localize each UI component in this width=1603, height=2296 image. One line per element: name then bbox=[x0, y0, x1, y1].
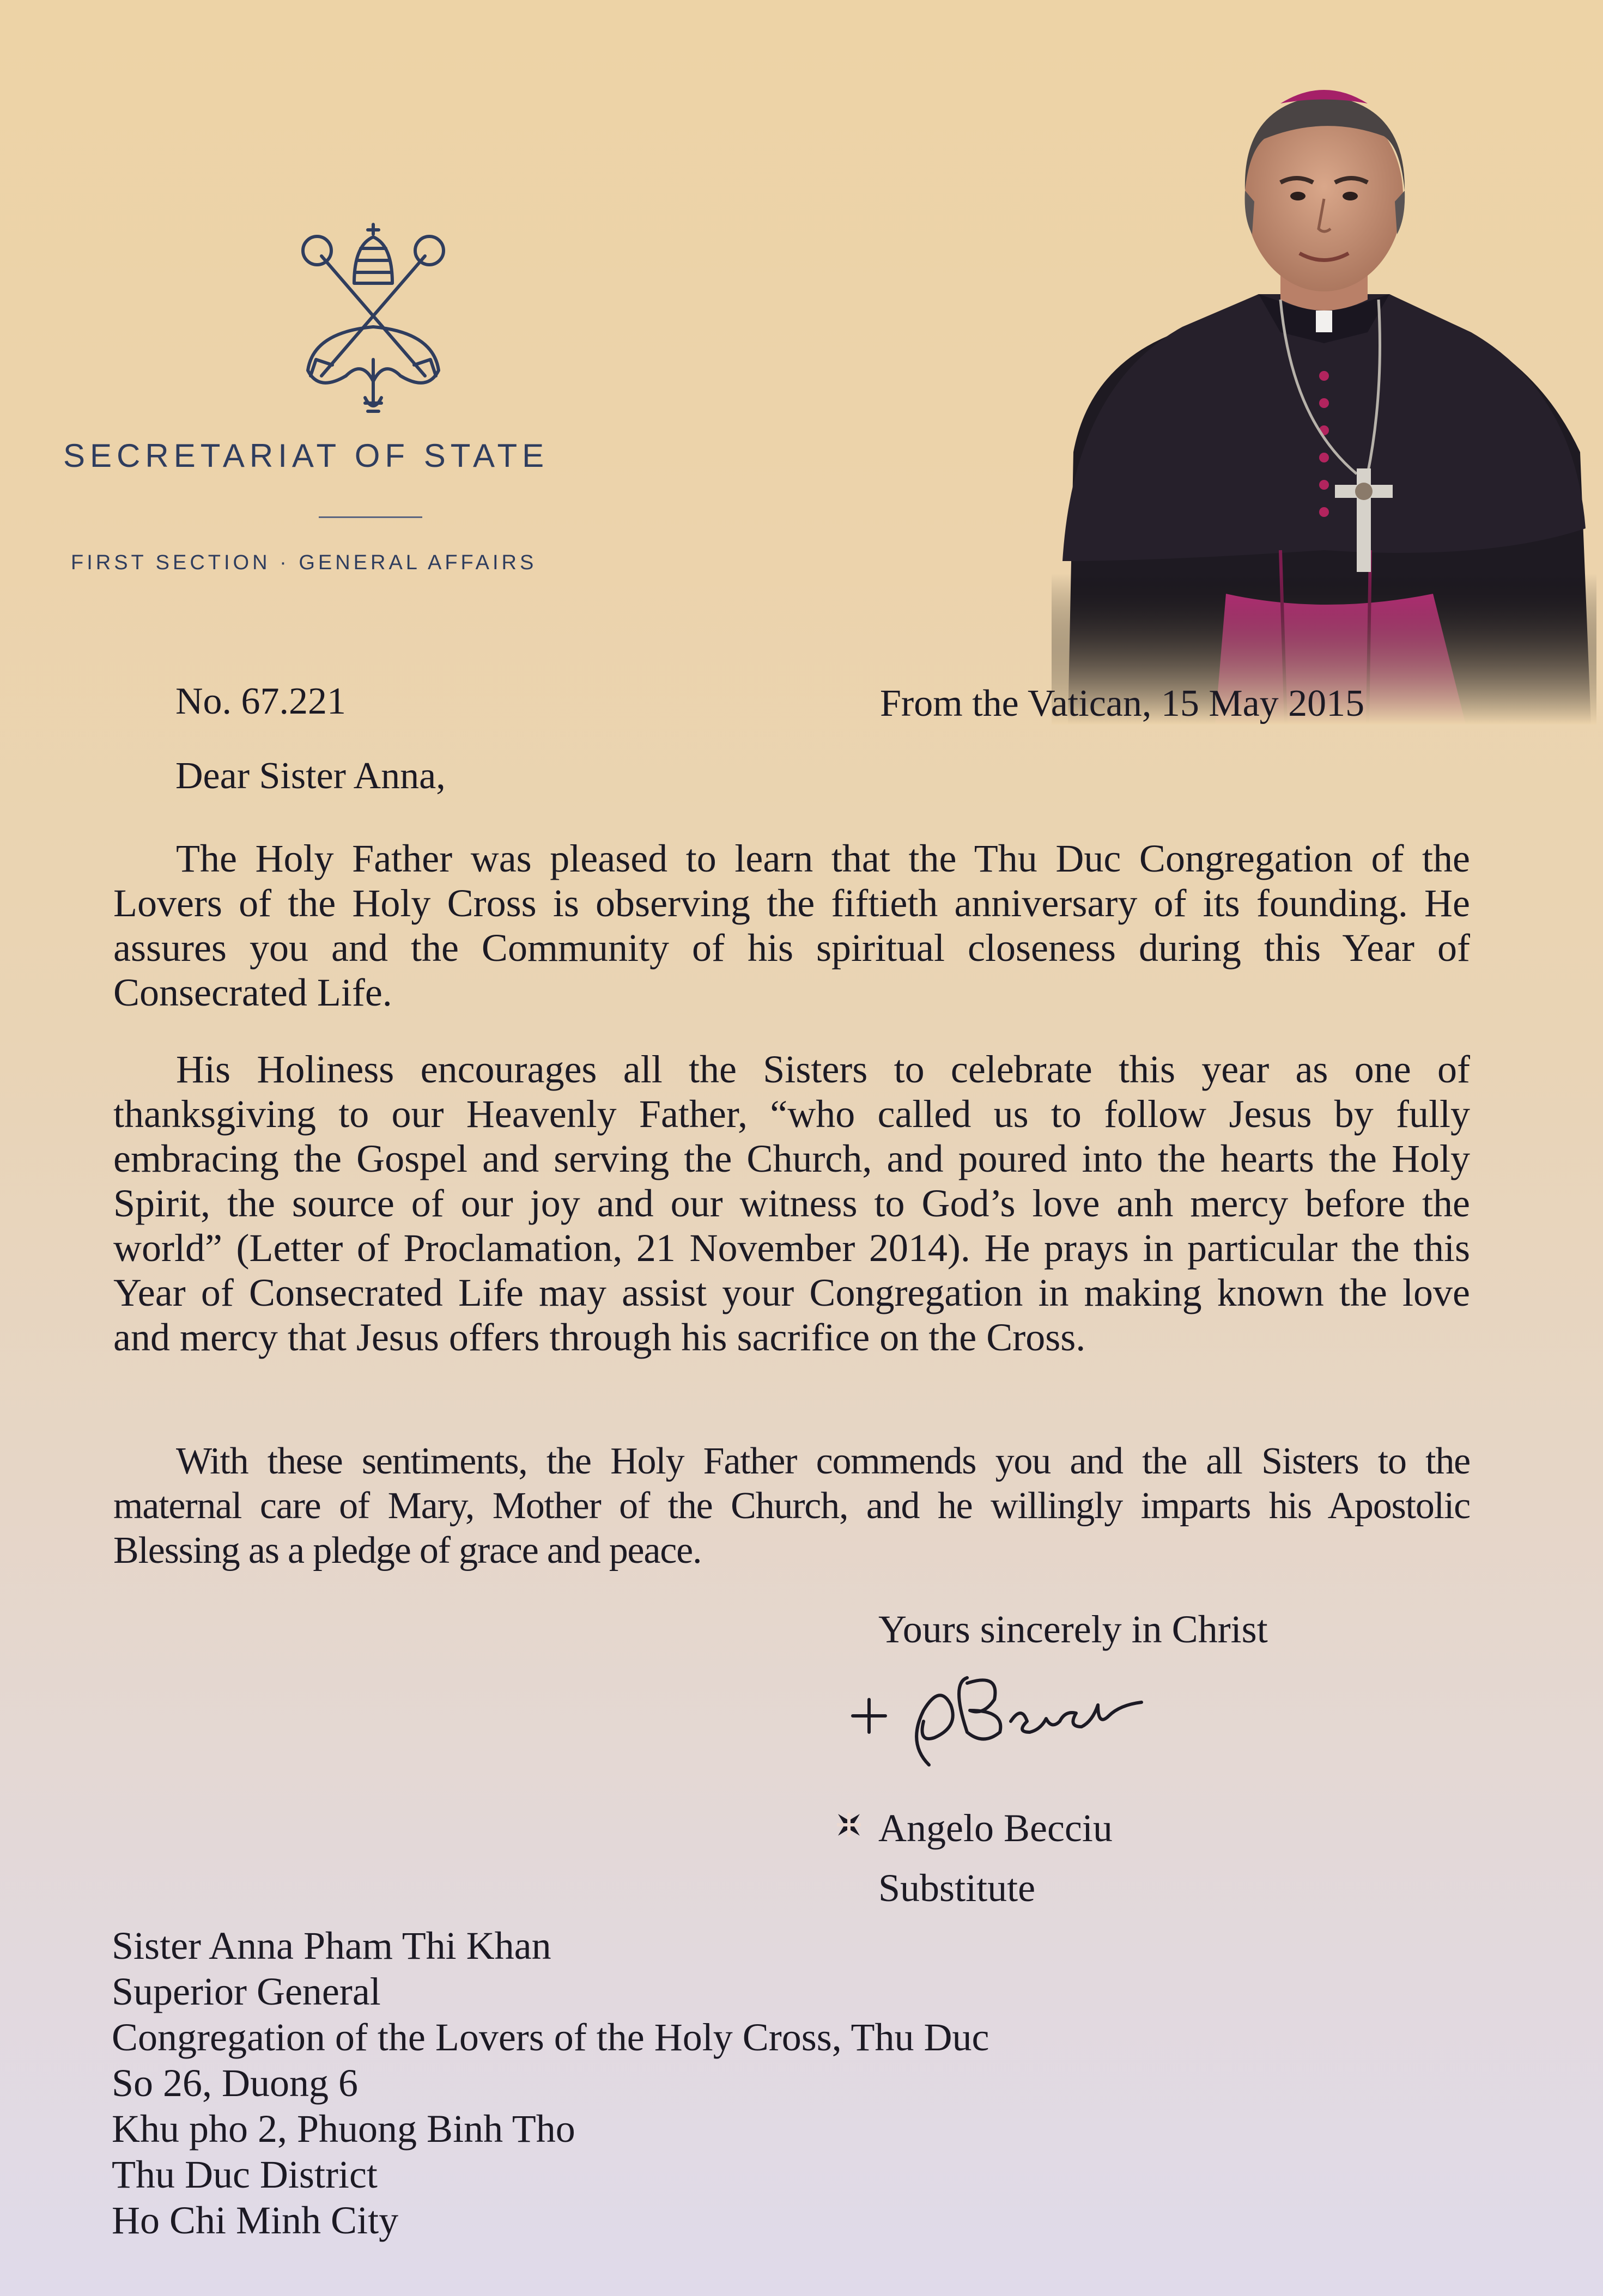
signer-name: Angelo Becciu bbox=[878, 1806, 1113, 1850]
signer-title: Substitute bbox=[878, 1866, 1036, 1910]
address-line: Congregation of the Lovers of the Holy Cross, Thu Duc bbox=[112, 2015, 989, 2059]
cross-patee-icon bbox=[834, 1810, 864, 1840]
letterhead-divider bbox=[319, 516, 422, 518]
recipient-address bbox=[112, 1923, 989, 2243]
body-paragraph-2: His Holiness encourages all the Sisters to celebrate this year as one of thanksgiving to our Heavenly Father, “who called us to follow Jesus by fully embracing the Gospel and serving the Church, and poured into the hearts the Holy Spirit, the source of our joy and our witness to God’s love anh mercy before the world” (Letter of Proclamation, 21 November 2014). He prays in particular the this Year of Consecrated Life may assist your Congregation in making known the love and mercy that Jesus offers through his sacrifice on the Cross. bbox=[113, 1047, 1470, 1359]
body-paragraph-1: The Holy Father was pleased to learn that the Thu Duc Congregation of the Lovers of the Holy Cross is observing the fiftieth anniversary of its founding. He assures you and the Community of his spiritual closeness during this Year of Consecrated Life. bbox=[113, 837, 1470, 1014]
body-paragraph-3: With these sentiments, the Holy Father commends you and the all Sisters to the maternal care of Mary, Mother of the Church, and he willingly imparts his Apostolic Blessing as a pledge of grace and peace. bbox=[113, 1440, 1470, 1572]
papal-crest-icon bbox=[283, 218, 463, 425]
address-line: Sister Anna Pham Thi Khan bbox=[112, 1924, 551, 1968]
salutation: Dear Sister Anna, bbox=[175, 755, 446, 797]
reference-number: No. 67.221 bbox=[175, 680, 347, 722]
address-line: Thu Duc District bbox=[112, 2153, 378, 2196]
portrait-photo bbox=[1052, 38, 1596, 724]
address-line: Khu pho 2, Phuong Binh Tho bbox=[112, 2107, 575, 2151]
address-line: Ho Chi Minh City bbox=[112, 2198, 399, 2242]
valediction: Yours sincerely in Christ bbox=[878, 1607, 1268, 1651]
date-line: From the Vatican, 15 May 2015 bbox=[880, 683, 1365, 724]
office-section: FIRST SECTION · GENERAL AFFAIRS bbox=[71, 551, 537, 574]
address-line: So 26, Duong 6 bbox=[112, 2061, 359, 2105]
handwritten-signature bbox=[842, 1651, 1169, 1781]
address-line: Superior General bbox=[112, 1970, 381, 2013]
office-name: SECRETARIAT OF STATE bbox=[63, 437, 549, 474]
